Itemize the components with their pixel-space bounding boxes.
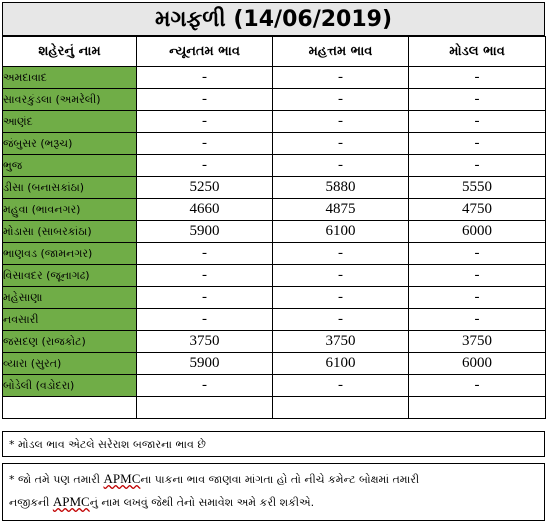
max-price-cell: - <box>273 89 409 111</box>
max-price-cell: - <box>273 375 409 397</box>
table-row <box>3 177 546 199</box>
table-row <box>3 133 546 155</box>
table-row <box>3 287 546 309</box>
modal-price-cell: - <box>409 375 546 397</box>
city-cell: સાવરકુંડલા (અમરેલી) <box>3 89 137 111</box>
min-price-cell: 5250 <box>137 177 273 199</box>
city-cell: જંબુસર (ભરૂચ) <box>3 133 137 155</box>
min-price-cell: - <box>137 309 273 331</box>
min-price-cell: - <box>137 133 273 155</box>
max-price-cell: - <box>273 309 409 331</box>
min-price-cell: - <box>137 67 273 89</box>
note-text: નું નામ લખવું જેથી તેનો સમાવેશ અમે કરી શકીએ. <box>89 496 315 509</box>
modal-price-cell: 6000 <box>409 353 546 375</box>
modal-price-cell: 3750 <box>409 331 546 353</box>
note-text: * જો તમે પણ તમારી <box>9 473 104 486</box>
table-row <box>3 331 546 353</box>
modal-price-cell: 4750 <box>409 199 546 221</box>
table-row <box>3 111 546 133</box>
header-min-price: ન્યૂનતમ ભાવ <box>137 37 273 67</box>
page-title: મગફળી (14/06/2019) <box>2 2 545 36</box>
max-price-cell: 6100 <box>273 221 409 243</box>
max-price-cell: - <box>273 287 409 309</box>
apmc-request-note <box>2 463 545 521</box>
header-max-price: મહત્તમ ભાવ <box>273 37 409 67</box>
city-cell: બોડેલી (વડોદરા) <box>3 375 137 397</box>
city-cell: વ્યારા (સુરત) <box>3 353 137 375</box>
table-row <box>3 67 546 89</box>
modal-price-cell: - <box>409 155 546 177</box>
min-price-cell: - <box>137 375 273 397</box>
price-table <box>2 36 546 419</box>
max-price-cell: 4875 <box>273 199 409 221</box>
min-price-cell: 5900 <box>137 221 273 243</box>
min-price-cell: 5900 <box>137 353 273 375</box>
city-cell: વિસાવદર (જૂનાગઢ) <box>3 265 137 287</box>
table-row <box>3 199 546 221</box>
blank-cell <box>409 397 546 419</box>
city-cell: આણંદ <box>3 111 137 133</box>
max-price-cell: - <box>273 265 409 287</box>
min-price-cell: - <box>137 265 273 287</box>
city-cell: મોડાસા (સાબરકાંઠા) <box>3 221 137 243</box>
max-price-cell: - <box>273 133 409 155</box>
header-city: શહેરનું નામ <box>3 37 137 67</box>
max-price-cell: 5880 <box>273 177 409 199</box>
modal-price-cell: 6000 <box>409 221 546 243</box>
city-cell: અમદાવાદ <box>3 67 137 89</box>
modal-price-cell: - <box>409 309 546 331</box>
blank-cell <box>273 397 409 419</box>
max-price-cell: - <box>273 243 409 265</box>
modal-price-cell: - <box>409 243 546 265</box>
max-price-cell: 3750 <box>273 331 409 353</box>
modal-price-cell: - <box>409 133 546 155</box>
table-row <box>3 221 546 243</box>
city-cell: મહુવા (ભાવનગર) <box>3 199 137 221</box>
modal-price-cell: 5550 <box>409 177 546 199</box>
notes <box>2 431 545 521</box>
note-text: નજીકની <box>9 496 53 509</box>
city-cell: જસદણ (રાજકોટ) <box>3 331 137 353</box>
blank-cell <box>137 397 273 419</box>
modal-price-cell: - <box>409 111 546 133</box>
note-text: ના પાકના ભાવ જાણવા માંગતા હો તો નીચે કમેન્ટ બોક્ષમાં તમારી <box>140 473 420 486</box>
table-row <box>3 89 546 111</box>
blank-cell <box>3 397 137 419</box>
max-price-cell: - <box>273 155 409 177</box>
city-cell: ભાણવડ (જામનગર) <box>3 243 137 265</box>
min-price-cell: - <box>137 155 273 177</box>
header-modal-price: મોડલ ભાવ <box>409 37 546 67</box>
table-row <box>3 375 546 397</box>
modal-price-note: * મોડલ ભાવ એટલે સરેરાશ બજારના ભાવ છે <box>2 431 545 457</box>
apmc-word: APMC <box>52 494 90 509</box>
header-row <box>3 37 546 67</box>
city-cell: મહેસાણા <box>3 287 137 309</box>
min-price-cell: - <box>137 243 273 265</box>
city-cell: ભુજ <box>3 155 137 177</box>
city-cell: નવસારી <box>3 309 137 331</box>
min-price-cell: 4660 <box>137 199 273 221</box>
max-price-cell: 6100 <box>273 353 409 375</box>
modal-price-cell: - <box>409 265 546 287</box>
blank-row <box>3 397 546 419</box>
table-row <box>3 155 546 177</box>
min-price-cell: - <box>137 287 273 309</box>
max-price-cell: - <box>273 111 409 133</box>
modal-price-cell: - <box>409 89 546 111</box>
table-row <box>3 265 546 287</box>
min-price-cell: - <box>137 111 273 133</box>
city-cell: ડીસા (બનાસકાંઠા) <box>3 177 137 199</box>
table-row <box>3 309 546 331</box>
apmc-word: APMC <box>103 471 141 486</box>
modal-price-cell: - <box>409 287 546 309</box>
min-price-cell: 3750 <box>137 331 273 353</box>
max-price-cell: - <box>273 67 409 89</box>
table-row <box>3 353 546 375</box>
modal-price-cell: - <box>409 67 546 89</box>
min-price-cell: - <box>137 89 273 111</box>
table-row <box>3 243 546 265</box>
